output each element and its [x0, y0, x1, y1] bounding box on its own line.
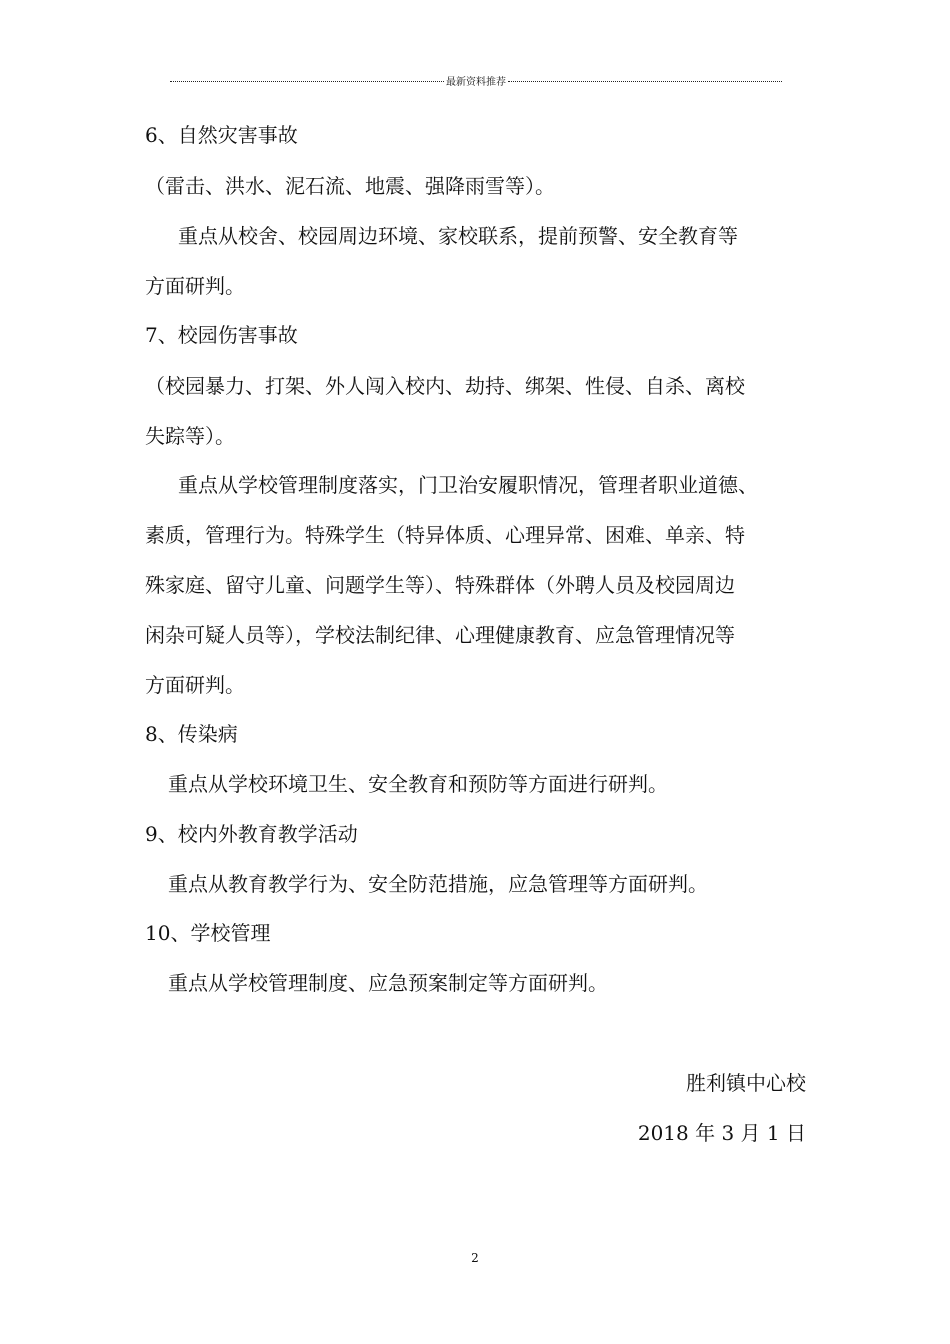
- paragraph-line: 重点从学校管理制度落实，门卫治安履职情况，管理者职业道德、: [178, 473, 758, 497]
- paragraph-line: 素质，管理行为。特殊学生（特异体质、心理异常、困难、单亲、特: [145, 523, 745, 547]
- paragraph-line: 方面研判。: [145, 274, 245, 298]
- signature-date: 2018 年 3 月 1 日: [637, 1121, 806, 1145]
- paragraph-line: 殊家庭、留守儿童、问题学生等）、特殊群体（外聘人员及校园周边: [145, 573, 735, 597]
- section-heading-8: 8、传染病: [145, 722, 238, 746]
- paragraph-line: 重点从教育教学行为、安全防范措施，应急管理等方面研判。: [168, 872, 708, 896]
- header-dotted-rule-left: [170, 81, 444, 82]
- header-text: 最新资料推荐: [446, 76, 506, 88]
- paragraph-line: （雷击、洪水、泥石流、地震、强降雨雪等）。: [145, 174, 555, 198]
- page-header: [170, 72, 782, 88]
- paragraph-line: 失踪等）。: [145, 424, 235, 448]
- paragraph-line: 重点从校舍、校园周边环境、家校联系，提前预警、安全教育等: [178, 224, 738, 248]
- section-heading-6: 6、自然灾害事故: [145, 123, 298, 147]
- paragraph-line: 重点从学校环境卫生、安全教育和预防等方面进行研判。: [168, 772, 668, 796]
- paragraph-line: 闲杂可疑人员等），学校法制纪律、心理健康教育、应急管理情况等: [145, 623, 735, 647]
- page-number: 2: [471, 1251, 479, 1265]
- section-heading-9: 9、校内外教育教学活动: [145, 822, 358, 846]
- signature-org: 胜利镇中心校: [686, 1071, 806, 1095]
- section-heading-7: 7、校园伤害事故: [145, 323, 298, 347]
- paragraph-line: 方面研判。: [145, 673, 245, 697]
- paragraph-line: 重点从学校管理制度、应急预案制定等方面研判。: [168, 971, 608, 995]
- paragraph-line: （校园暴力、打架、外人闯入校内、劫持、绑架、性侵、自杀、离校: [145, 374, 745, 398]
- header-dotted-rule-right: [508, 81, 782, 82]
- section-heading-10: 10、学校管理: [145, 921, 271, 945]
